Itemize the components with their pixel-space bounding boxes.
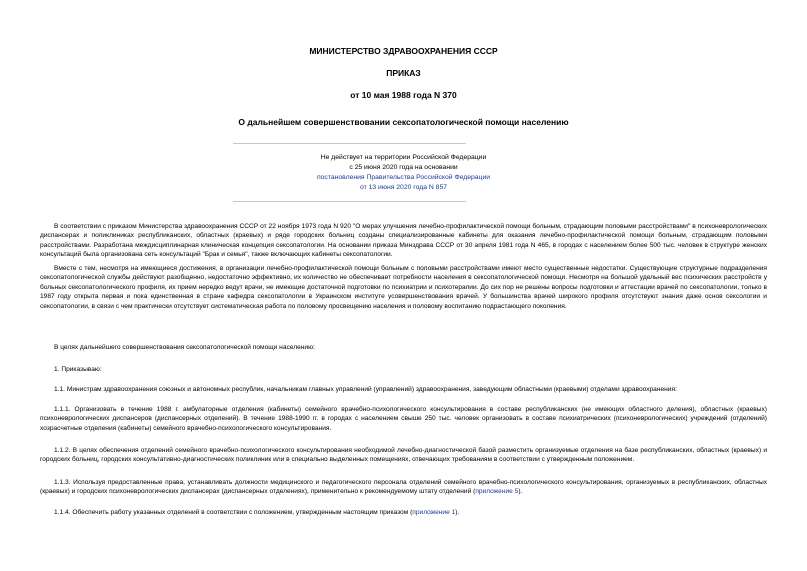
paragraph-1-1-3-text: 1.1.3. Используя предоставленные права, устанавливать должности медицинского и педагогического персонала отделений семейного врачебно-психологического консультирования, организуемых в республиканских, областных (краевых) и городских психоневрологических диспансерах (диспансерных отделениях), применительно к рекомендуемому штату отделений ( [40, 479, 767, 496]
date-number-heading: от 10 мая 1988 года N 370 [350, 90, 457, 100]
doc-type-heading: ПРИКАЗ [386, 68, 421, 78]
paragraph-1-1-4-end: ). [455, 509, 460, 516]
paragraph-1-1-1: 1.1.1. Организовать в течение 1988 г. амбулаторные отделения (кабинеты) семейного врачебно-психологического консультирования в составе республиканских (не имеющих областного деления), областных (краевых) психоневрологических диспансеров (диспансерных отделений). В течение 1988-1990 гг. в городах с населением свыше 250 тыс. человек организовать в составе психиатрических (психоневрологических) учреждений (отделений) хозрасчетные отделения (кабинеты) семейного врачебно-психологического консультирования. [40, 406, 767, 432]
divider-bottom [233, 201, 466, 202]
divider-top [233, 143, 466, 144]
document-title: О дальнейшем совершенствовании сексопатологической помощи населению [238, 117, 569, 127]
status-note-link-resolution[interactable]: постановления Правительства Российской Федерации [316, 174, 491, 181]
paragraph-purpose: В целях дальнейшего совершенствования сексопатологической помощи населению: [54, 344, 315, 351]
appendix-5-link[interactable]: приложение 5 [475, 488, 519, 496]
paragraph-order: 1. Приказываю: [54, 366, 102, 373]
ministry-heading: МИНИСТЕРСТВО ЗДРАВООХРАНЕНИЯ СССР [309, 46, 498, 56]
paragraph-shortcomings: Вместе с тем, несмотря на имеющиеся достижения, в организации лечебно-профилактической помощи больным с половыми расстройствами имеют место существенные недостатки. Существующие структурные подразделения сексопатологической службы действуют разобщенно, недостаточно эффективно, их количество не обеспечивает потребности населения в сексопатологической помощи. Несмотря на большой удельный вес психических расстройств у больных сексопатологического профиля, их прием нередко ведут врачи, не имеющие достаточной подготовки по психиатрии и психотерапии. До сих пор не решены вопросы подготовки и аттестации врачей по сексопатологии, только в 1987 году открыта первая и пока единственная в стране кафедра сексопатологии в Украинском институте усовершенствования врачей. У большинства врачей широкого профиля отсутствуют знания даже основ сексологии и сексопатологии, в связи с чем практически отсутствует систематическая работа по половому просвещению населения и половому воспитанию подрастающего поколения. [40, 265, 767, 310]
status-note [0, 153, 807, 193]
paragraph-1-1-3-end: ). [518, 488, 523, 496]
paragraph-1-1-3 [40, 478, 767, 497]
paragraph-1-1-2: 1.1.2. В целях обеспечения отделений семейного врачебно-психологического консультирования необходимой лечебно-диагностической базой разместить организуемые отделения на базе республиканских, областных (краевых) и городских больниц, городских консультативно-диагностических поликлиник или в специально выделенных помещениях, отвечающих требованиям в соответствии с утвержденным положением. [40, 447, 767, 464]
paragraph-intro: В соответствии с приказом Министерства здравоохранения СССР от 22 ноября 1973 года N 920 "О мерах улучшения лечебно-профилактической помощи больным, страдающим половыми расстройствами" в психоневрологических диспансерах и поликлиниках республиканских, областных (краевых) и ряде городских больниц созданы специализированные кабинеты для оказания лечебно-профилактической помощи больным, страдающим половыми расстройствами. Разработана междисциплинарная клиническая концепция сексопатологии. На основании приказа Минздрава СССР от 30 апреля 1981 года N 465, в городах с населением более 500 тыс. человек в структуре женских консультаций была организована сеть консультаций "Брак и семья", также включающих кабинеты сексопатологии. [40, 223, 767, 259]
status-note-line2: с 25 июня 2020 года на основании [349, 164, 458, 171]
paragraph-1-1: 1.1. Министрам здравоохранения союзных и автономных республик, начальникам главных управлений (управлений) здравоохранения, заведующим областными (краевыми) отделами здравоохранения: [54, 386, 677, 393]
paragraph-1-1-4 [40, 508, 767, 517]
status-note-link-date[interactable]: от 13 июня 2020 года N 857 [359, 184, 448, 191]
appendix-1-link[interactable]: приложение 1 [412, 509, 456, 516]
status-note-line1: Не действует на территории Российской Федерации [320, 154, 487, 161]
paragraph-1-1-4-text: 1.1.4. Обеспечить работу указанных отделений в соответствии с положением, утвержденным настоящим приказом ( [54, 509, 413, 516]
